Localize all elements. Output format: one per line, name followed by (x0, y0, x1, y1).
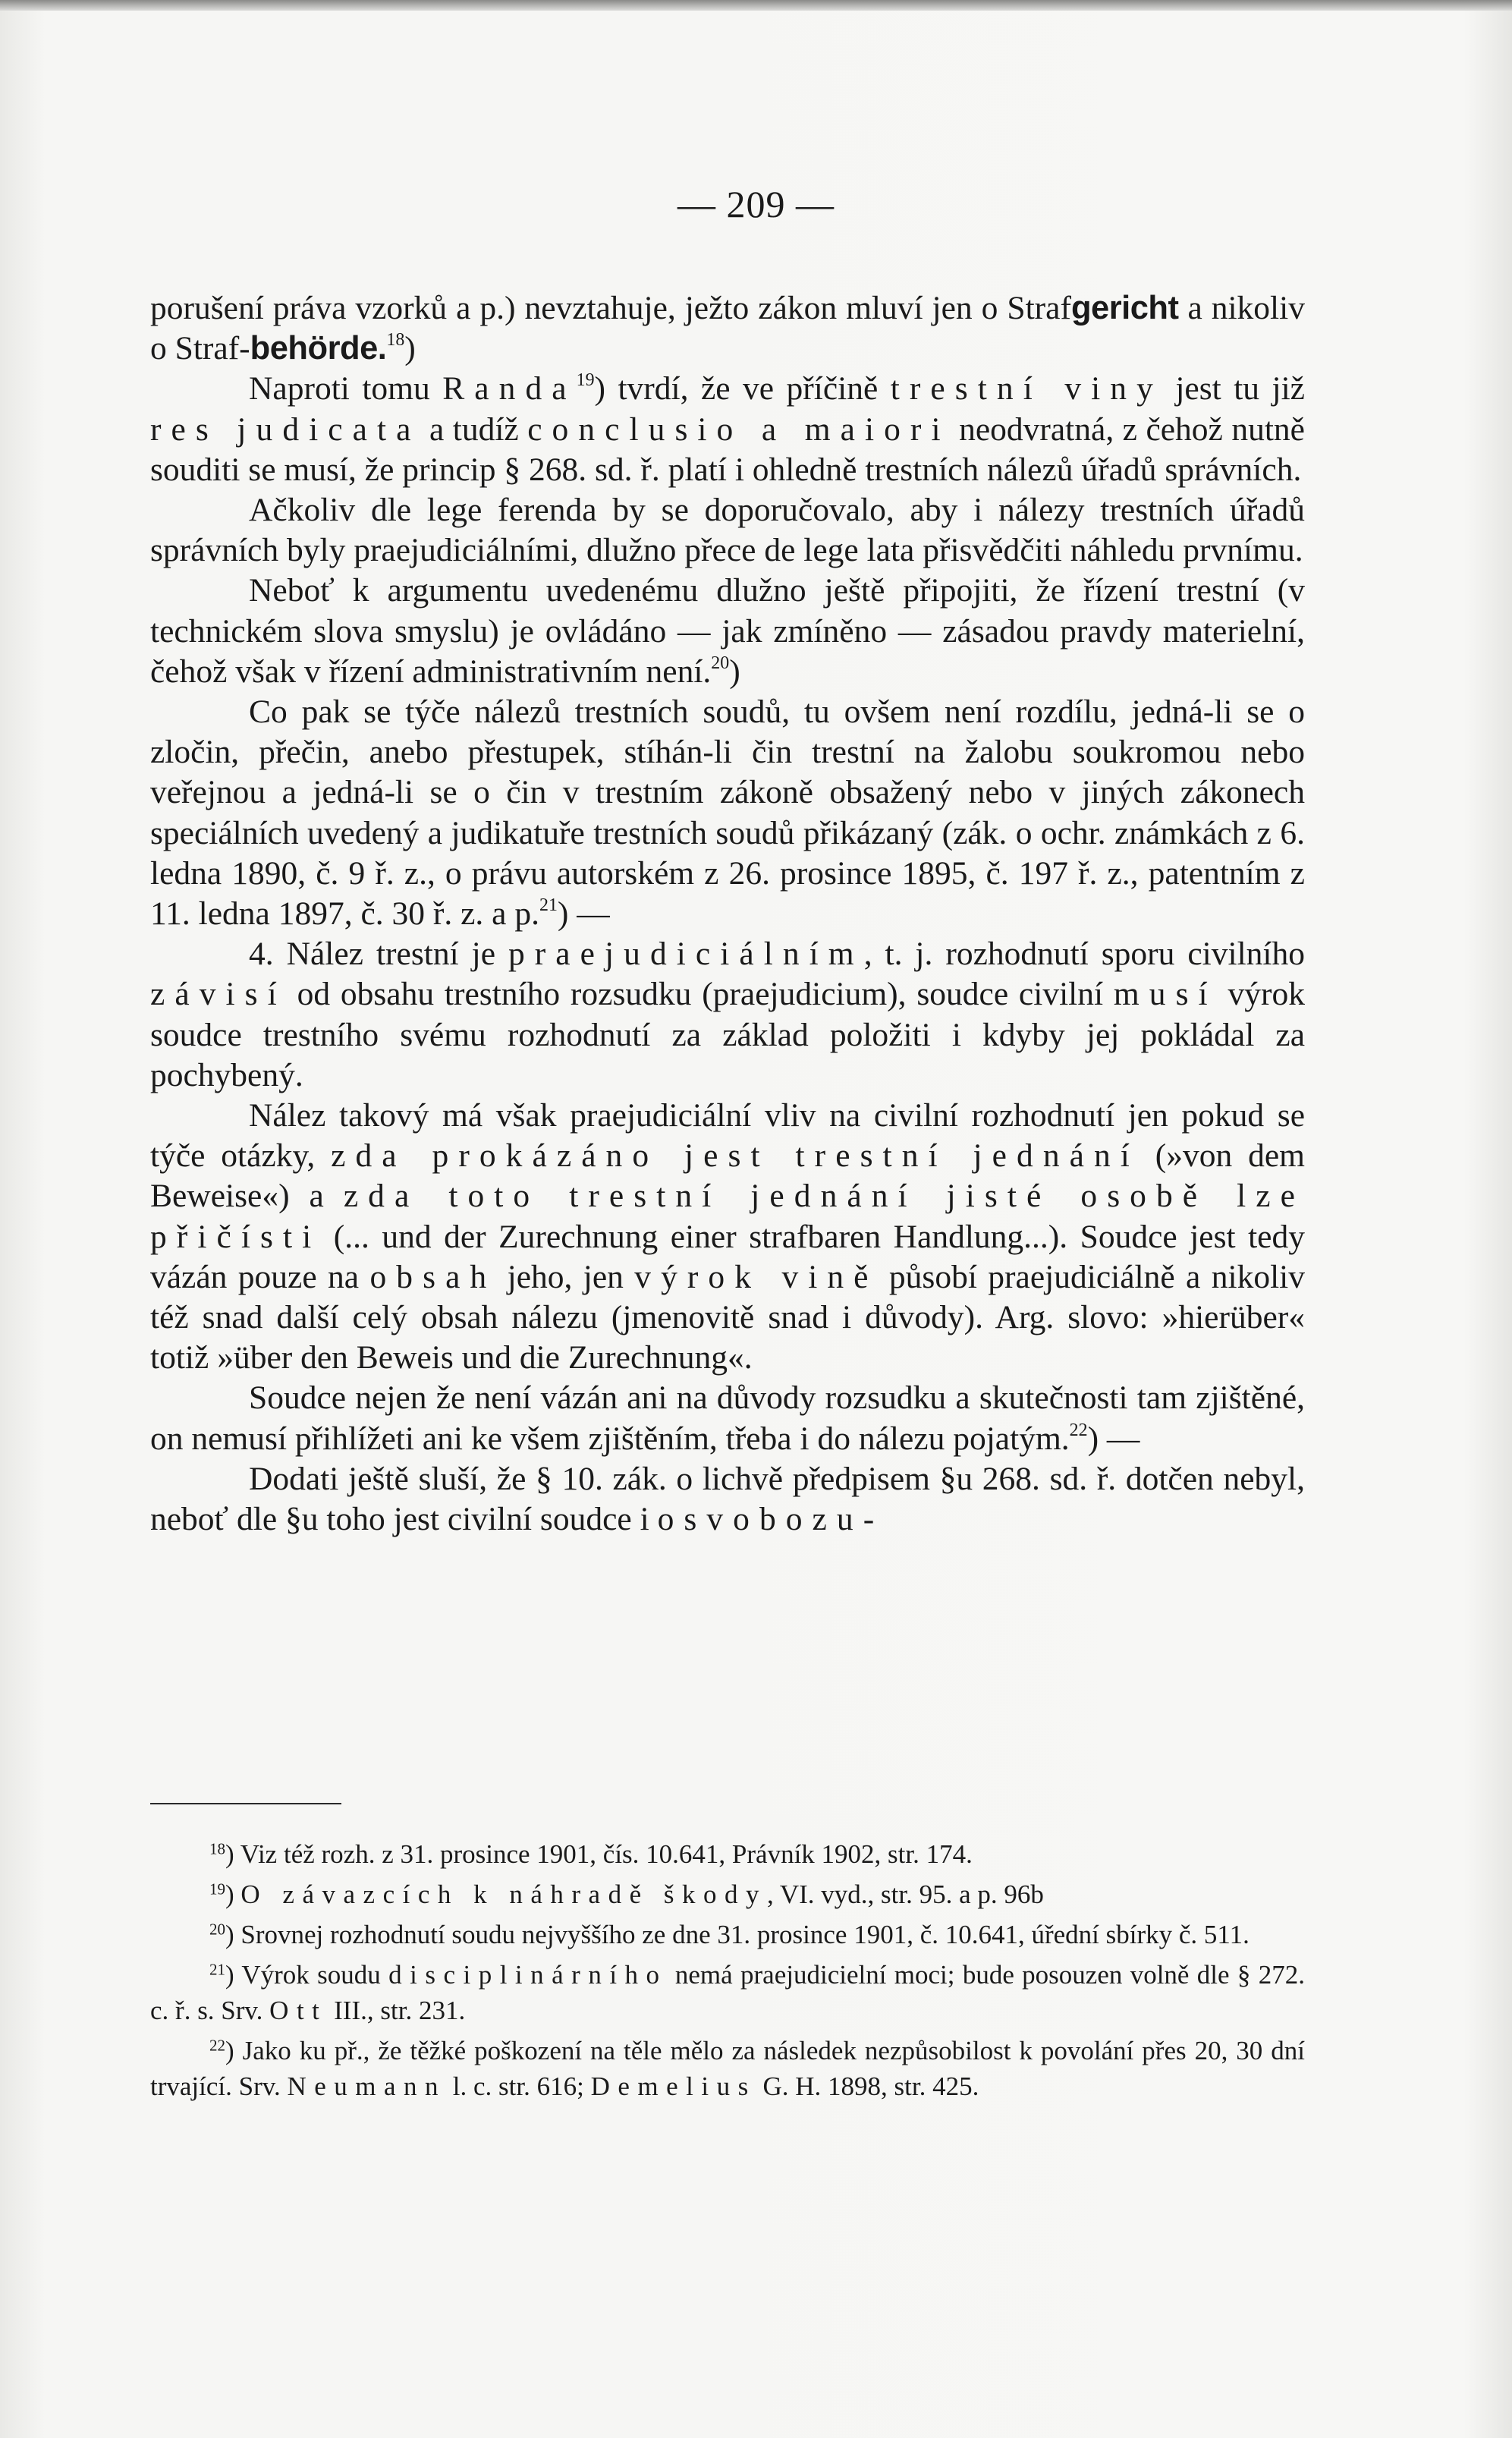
footnote-reference: 22 (1069, 1420, 1088, 1440)
footnote-separator (150, 1803, 341, 1804)
text-run: jest tu již (1162, 370, 1305, 407)
spaced-emphasis: O závazcích k náhradě škody (240, 1880, 767, 1909)
spaced-emphasis: výrok vině (634, 1258, 879, 1295)
text-run: ) (729, 653, 740, 690)
spaced-emphasis: Randa (442, 370, 577, 407)
footnote-number: 21 (209, 1960, 225, 1979)
page-top-edge (0, 0, 1512, 11)
text-run: Soudce nejen že není vázán ani na důvody rozsudku a skutečnosti tam zjištěné, on nemusí přihlížeti ani ke všem zjištěním, třeba i do nálezu pojatým. (150, 1379, 1305, 1457)
text-run: ) — (1087, 1420, 1140, 1457)
footnote-number: 18 (209, 1839, 225, 1858)
text-run: Viz též rozh. z 31. prosince 1901, čís. 10.641, Právník 1902, str. 174. (240, 1839, 973, 1869)
footnote-number: 22 (209, 2036, 225, 2055)
spaced-emphasis: praejudiciálním (508, 936, 864, 973)
text-run: Ačkoliv dle lege ferenda by se doporučovalo, aby i nálezy trestních úřadů správních byly praejudiciálními, dlužno přece de lege lata přisvědčiti náhledu prvnímu. (150, 492, 1305, 569)
text-run: ) — (557, 895, 610, 933)
text-run: nemá praejudicielní moci; bude posouzen volně dle § 272. c. ř. s. Srv. (150, 1960, 1305, 2025)
spaced-emphasis: Neumann (287, 2072, 447, 2101)
text-run: 4. Nález trestní je (249, 936, 508, 973)
text-run: jeho, jen (496, 1258, 635, 1295)
spaced-emphasis: conclusio a maiori (527, 411, 951, 448)
footnote-reference: 21 (539, 895, 558, 916)
spaced-emphasis: disciplinárního (388, 1960, 668, 1990)
footnote (150, 1957, 1305, 2028)
footnote-paren: ) (225, 1880, 241, 1909)
footnote-number: 19 (209, 1880, 225, 1898)
text-run: (»von dem Beweise«) a (150, 1137, 1305, 1215)
spaced-emphasis: závisí (150, 976, 287, 1013)
text-run: Výrok soudu (241, 1960, 389, 1990)
text-run: výrok soudce trestního svému rozhodnutí za základ položiti i kdyby jej pokládal za pochybený. (150, 976, 1305, 1093)
footnote (150, 1876, 1305, 1912)
text-run: l. c. str. 616; (446, 2072, 591, 2101)
page-number: — 209 — (677, 183, 835, 225)
text-run: od obsahu trestního rozsudku (praejudicium), soudce civilní (286, 976, 1114, 1013)
text-run: ) tvrdí, že ve příčině (594, 370, 891, 407)
paragraph (150, 571, 1305, 692)
paragraph (150, 1459, 1305, 1540)
spaced-emphasis: osvobozu- (657, 1501, 885, 1538)
spaced-emphasis: trestní viny (890, 370, 1163, 407)
text-run: , VI. vyd., str. 95. a p. 96b (767, 1880, 1044, 1909)
footnote-reference: 19 (576, 370, 595, 391)
spaced-emphasis: zda toto trestní jednání jisté osobě lze přičísti (150, 1178, 1305, 1255)
footnote-paren: ) (225, 2036, 243, 2065)
paragraph (150, 1378, 1305, 1458)
text-run: neodvratná, z čehož nutně souditi se musí, že princip § 268. sd. ř. platí i ohledně trestních nálezů úřadů správních. (150, 411, 1305, 488)
paragraph (150, 490, 1305, 571)
text-run: ) (404, 330, 416, 367)
footnote-paren: ) (225, 1960, 242, 1990)
paragraph (150, 692, 1305, 934)
footnote (150, 1836, 1305, 1872)
footnote-paren: ) (225, 1920, 241, 1949)
paragraph (150, 934, 1305, 1096)
spaced-emphasis: res judicata (150, 411, 421, 448)
spaced-emphasis: Ott (269, 1996, 328, 2025)
text-run: a tudíž (420, 411, 528, 448)
body-text (150, 288, 1305, 1540)
text-run: a nikoliv o Straf- (150, 290, 1305, 367)
text-run: Srovnej rozhodnutí soudu nejvyššího ze dne 31. prosince 1901, č. 10.641, úřední sbírky č. 511. (240, 1920, 1250, 1949)
bold-term: gericht (1070, 290, 1179, 326)
text-run: působí praejudiciálně a nikoliv též snad další celý obsah nálezu (jmenovitě snad i důvody). Arg. slovo: »hierüber« totiž »über den Beweis und die Zurechnung«. (150, 1258, 1305, 1376)
text-run: (... und der Zurechnung einer strafbaren Handlung...). Soudce jest tedy vázán pouze na (150, 1218, 1305, 1295)
footnote-reference: 20 (711, 653, 730, 673)
paragraph (150, 288, 1305, 369)
text-run: G. H. 1898, str. 425. (756, 2072, 979, 2101)
text-run: Co pak se týče nálezů trestních soudů, tu ovšem není rozdílu, jedná-li se o zločin, přečin, anebo přestupek, stíhán-li čin trestní na žalobu soukromou nebo veřejnou a jedná-li se o čin v trestním zákoně obsažený nebo v jiných zákonech speciálních uvedený a judikatuře trestních soudů přikázaný (zák. o ochr. známkách z 6. ledna 1890, č. 9 ř. z., o právu autorském z 26. prosince 1895, č. 197 ř. z., patentním z 11. ledna 1897, č. 30 ř. z. a p. (150, 694, 1305, 933)
paragraph (150, 369, 1305, 490)
footnote-reference: 18 (386, 330, 405, 351)
spaced-emphasis: musí (1113, 976, 1218, 1013)
text-run: Neboť k argumentu uvedenému dlužno ještě připojiti, že řízení trestní (v technickém slova smyslu) je ovládáno — jak zmíněno — zásadou pravdy materielní, čehož však v řízení administrativním není. (150, 572, 1305, 690)
text-run: Naproti tomu (249, 370, 443, 407)
text-run: porušení práva vzorků a p.) nevztahuje, ježto zákon mluví jen o Straf (150, 290, 1071, 326)
footnote-paren: ) (225, 1839, 240, 1869)
bold-term: behörde. (250, 330, 387, 367)
spaced-emphasis: obsah (369, 1258, 497, 1295)
footnote (150, 1917, 1305, 1952)
text-run: Nález takový má však praejudiciální vliv na civilní rozhodnutí jen pokud se týče otázky, (150, 1097, 1305, 1175)
text-run: , t. j. rozhodnutí sporu civilního (863, 936, 1306, 973)
text-run: III., str. 231. (327, 1996, 466, 2025)
footnote (150, 2033, 1305, 2104)
footnote-number: 20 (209, 1920, 225, 1939)
footnotes (150, 1836, 1305, 2109)
spaced-emphasis: zda prokázáno jest trestní jednání (331, 1137, 1140, 1175)
paragraph (150, 1096, 1305, 1378)
spaced-emphasis: Demelius (590, 2072, 756, 2101)
text-run: Dodati ještě sluší, že § 10. zák. o lichvě předpisem §u 268. sd. ř. dotčen nebyl, neboť dle §u toho jest civilní soudce i (150, 1460, 1305, 1538)
text-run: Jako ku př., že těžké poškození na těle mělo za následek nezpůsobilost k povolání přes 20, 30 dní trvající. Srv. (150, 2036, 1305, 2101)
